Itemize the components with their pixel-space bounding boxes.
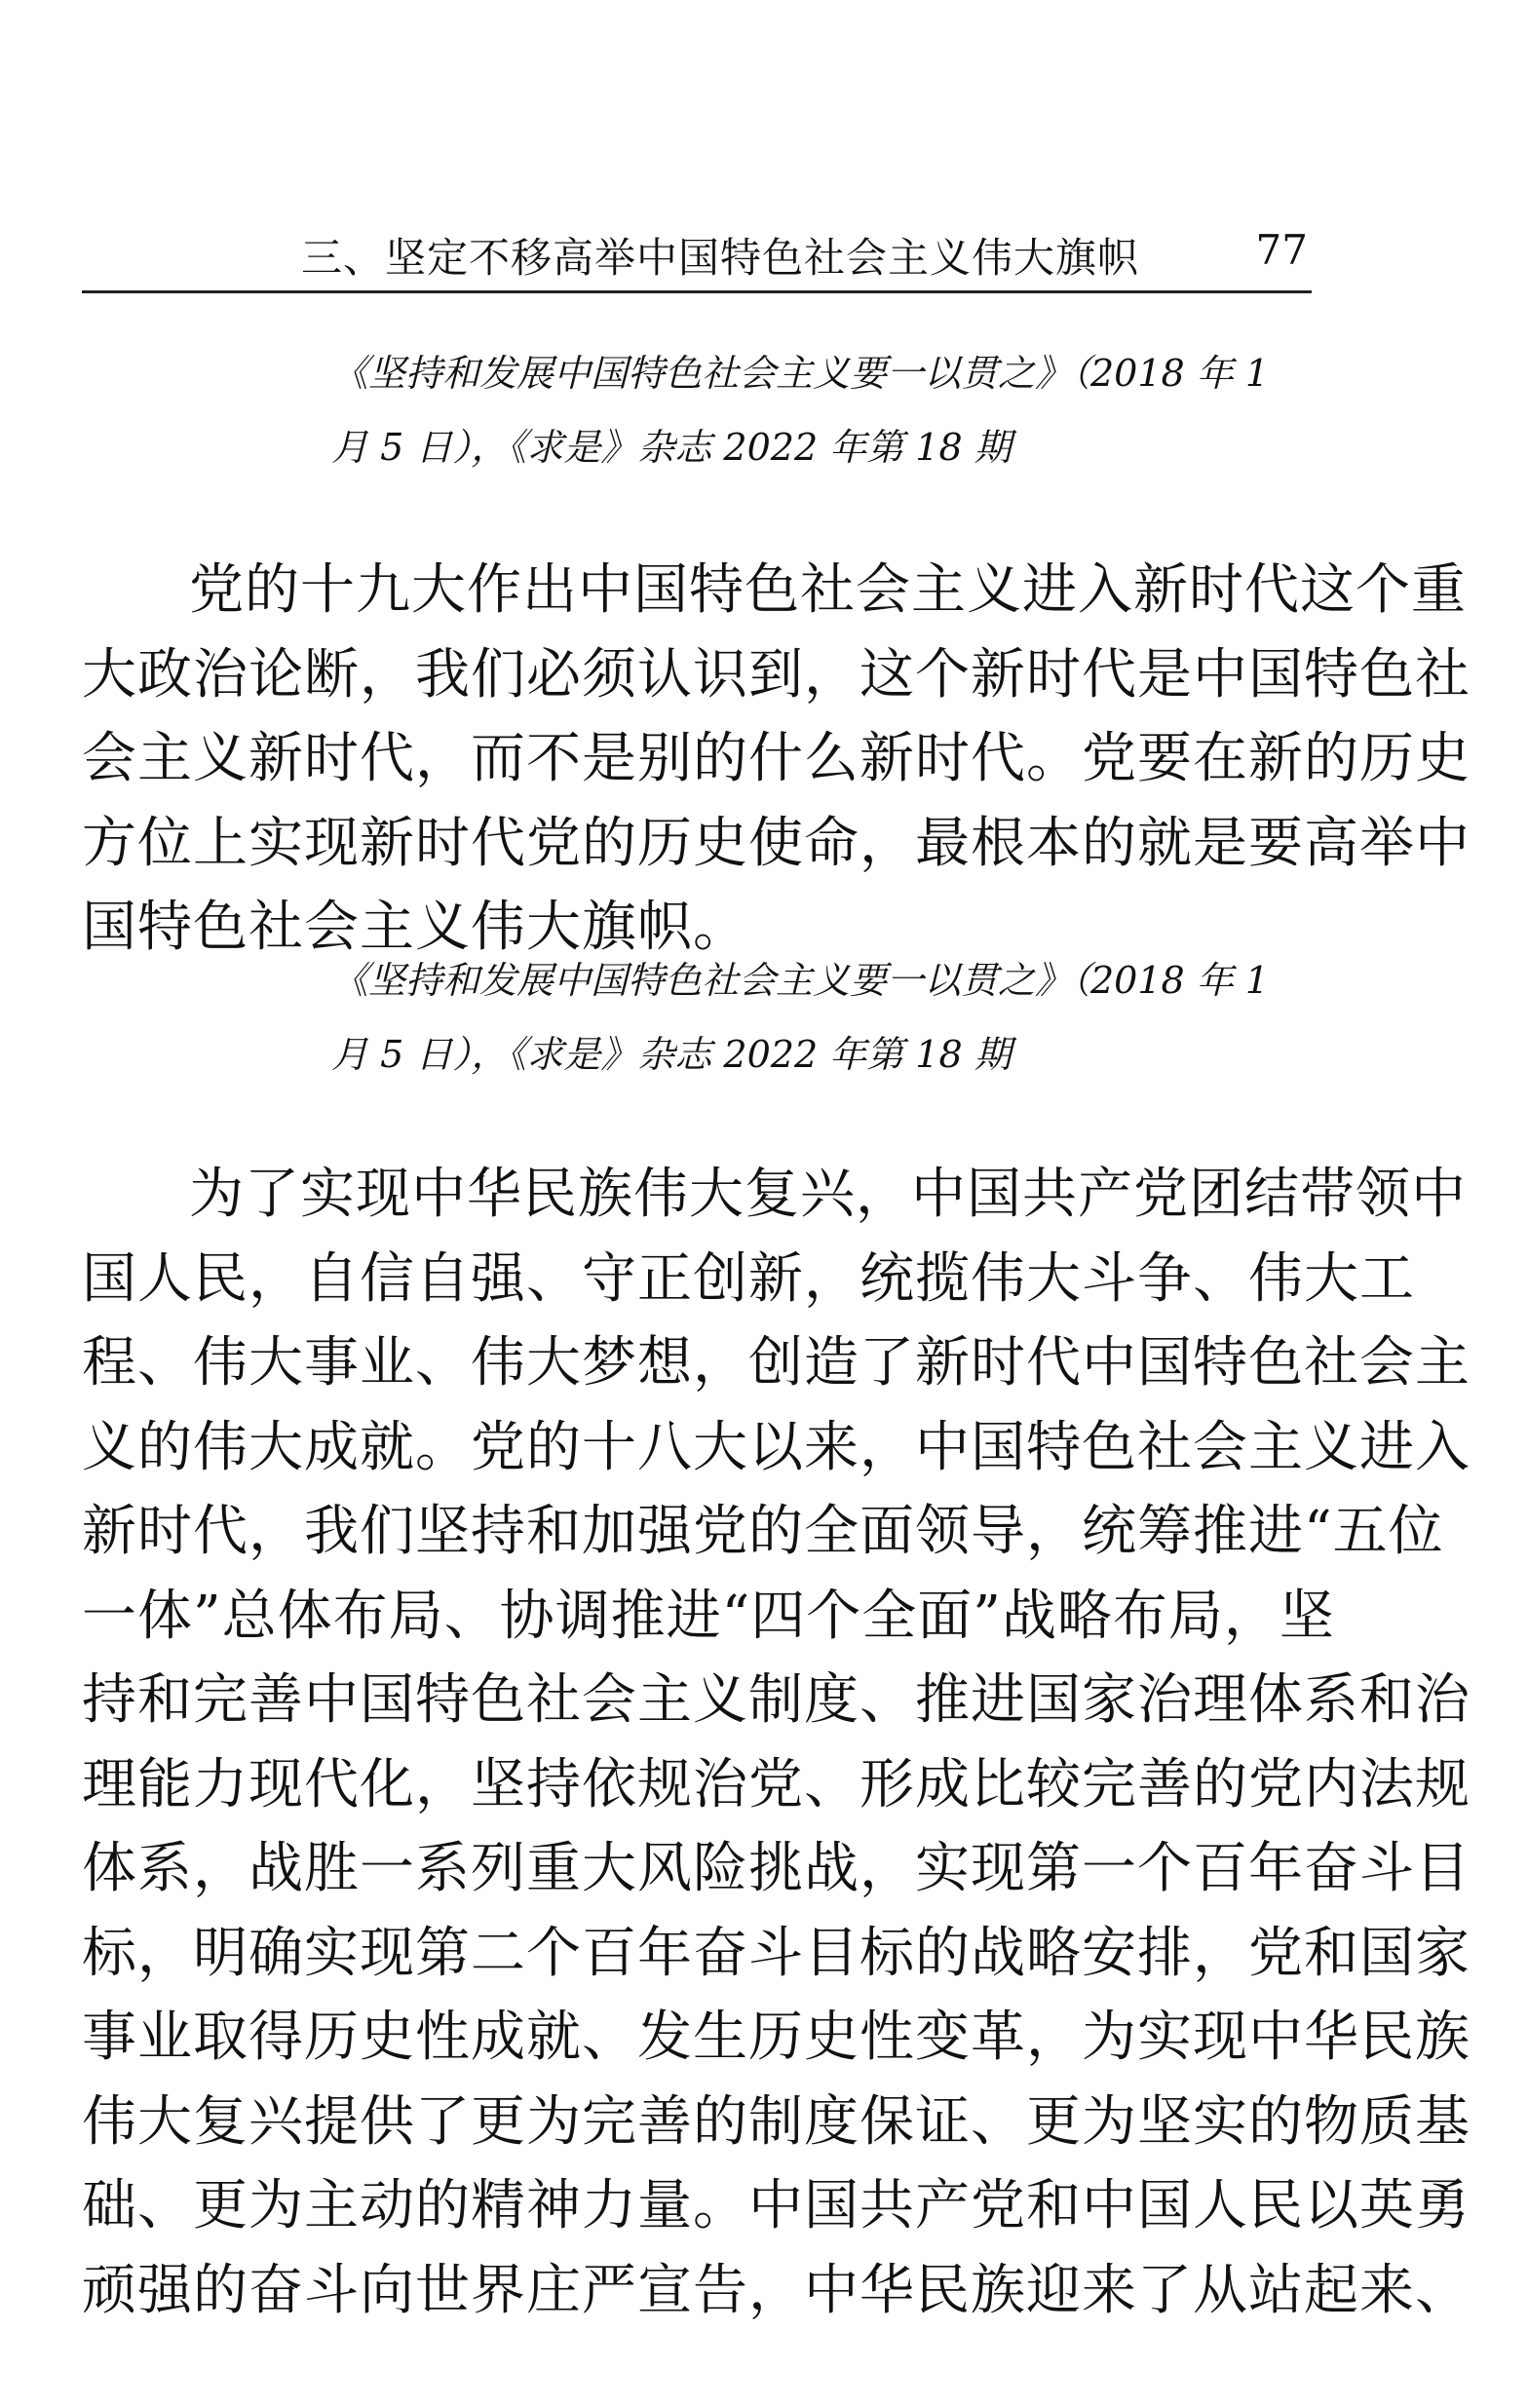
citation-line: 《坚持和发展中国特色社会主义要一以贯之》（2018 年 1	[331, 959, 1270, 1002]
running-title: 三、坚定不移高举中国特色社会主义伟大旗帜	[301, 234, 1140, 282]
paragraph-line: 事业取得历史性成就、发生历史性变革，为实现中华民族	[82, 2006, 1471, 2069]
paragraph-line: 体系，战胜一系列重大风险挑战，实现第一个百年奋斗目	[82, 1837, 1471, 1900]
paragraph-line: 伟大复兴提供了更为完善的制度保证、更为坚实的物质基	[82, 2089, 1471, 2154]
page-number: 77	[1255, 226, 1308, 274]
running-header	[82, 222, 1312, 293]
paragraph-line: 一体”总体布局、协调推进“四个全面”战略布局，坚	[82, 1584, 1335, 1648]
paragraph-line: 党的十九大作出中国特色社会主义进入新时代这个重	[189, 558, 1467, 622]
paragraph-line: 方位上实现新时代党的历史使命，最根本的就是要高举中	[82, 811, 1471, 875]
paragraph-line: 大政治论断，我们必须认识到，这个新时代是中国特色社	[82, 642, 1471, 707]
paragraph-line: 理能力现代化，坚持依规治党、形成比较完善的党内法规	[82, 1752, 1471, 1816]
citation-line: 《坚持和发展中国特色社会主义要一以贯之》（2018 年 1	[331, 352, 1270, 395]
paragraph-2	[82, 1153, 1471, 2333]
paragraph-line: 顽强的奋斗向世界庄严宣告，中华民族迎来了从站起来、	[82, 2258, 1471, 2322]
citation-2	[331, 943, 1316, 1091]
paragraph-line: 会主义新时代，而不是别的什么新时代。党要在新的历史	[82, 727, 1471, 790]
paragraph-line: 础、更为主动的精神力量。中国共产党和中国人民以英勇	[82, 2174, 1471, 2237]
paragraph-line: 持和完善中国特色社会主义制度、推进国家治理体系和治	[82, 1668, 1471, 1732]
citation-line: 月 5 日），《求是》杂志 2022 年第 18 期	[331, 1033, 1012, 1076]
paragraph-line: 国人民，自信自强、守正创新，统揽伟大斗争、伟大工	[82, 1246, 1415, 1311]
citation-line: 月 5 日），《求是》杂志 2022 年第 18 期	[331, 426, 1012, 469]
paragraph-line: 义的伟大成就。党的十八大以来，中国特色社会主义进入	[82, 1415, 1471, 1479]
paragraph-1	[82, 549, 1471, 971]
paragraph-line: 新时代，我们坚持和加强党的全面领导，统筹推进“五位	[82, 1500, 1444, 1563]
citation-1	[331, 336, 1316, 484]
paragraph-line: 标，明确实现第二个百年奋斗目标的战略安排，党和国家	[82, 1921, 1471, 1985]
paragraph-line: 程、伟大事业、伟大梦想，创造了新时代中国特色社会主	[82, 1331, 1471, 1395]
paragraph-line: 国特色社会主义伟大旗帜。	[82, 896, 748, 959]
paragraph-line: 为了实现中华民族伟大复兴，中国共产党团结带领中	[189, 1163, 1467, 1226]
